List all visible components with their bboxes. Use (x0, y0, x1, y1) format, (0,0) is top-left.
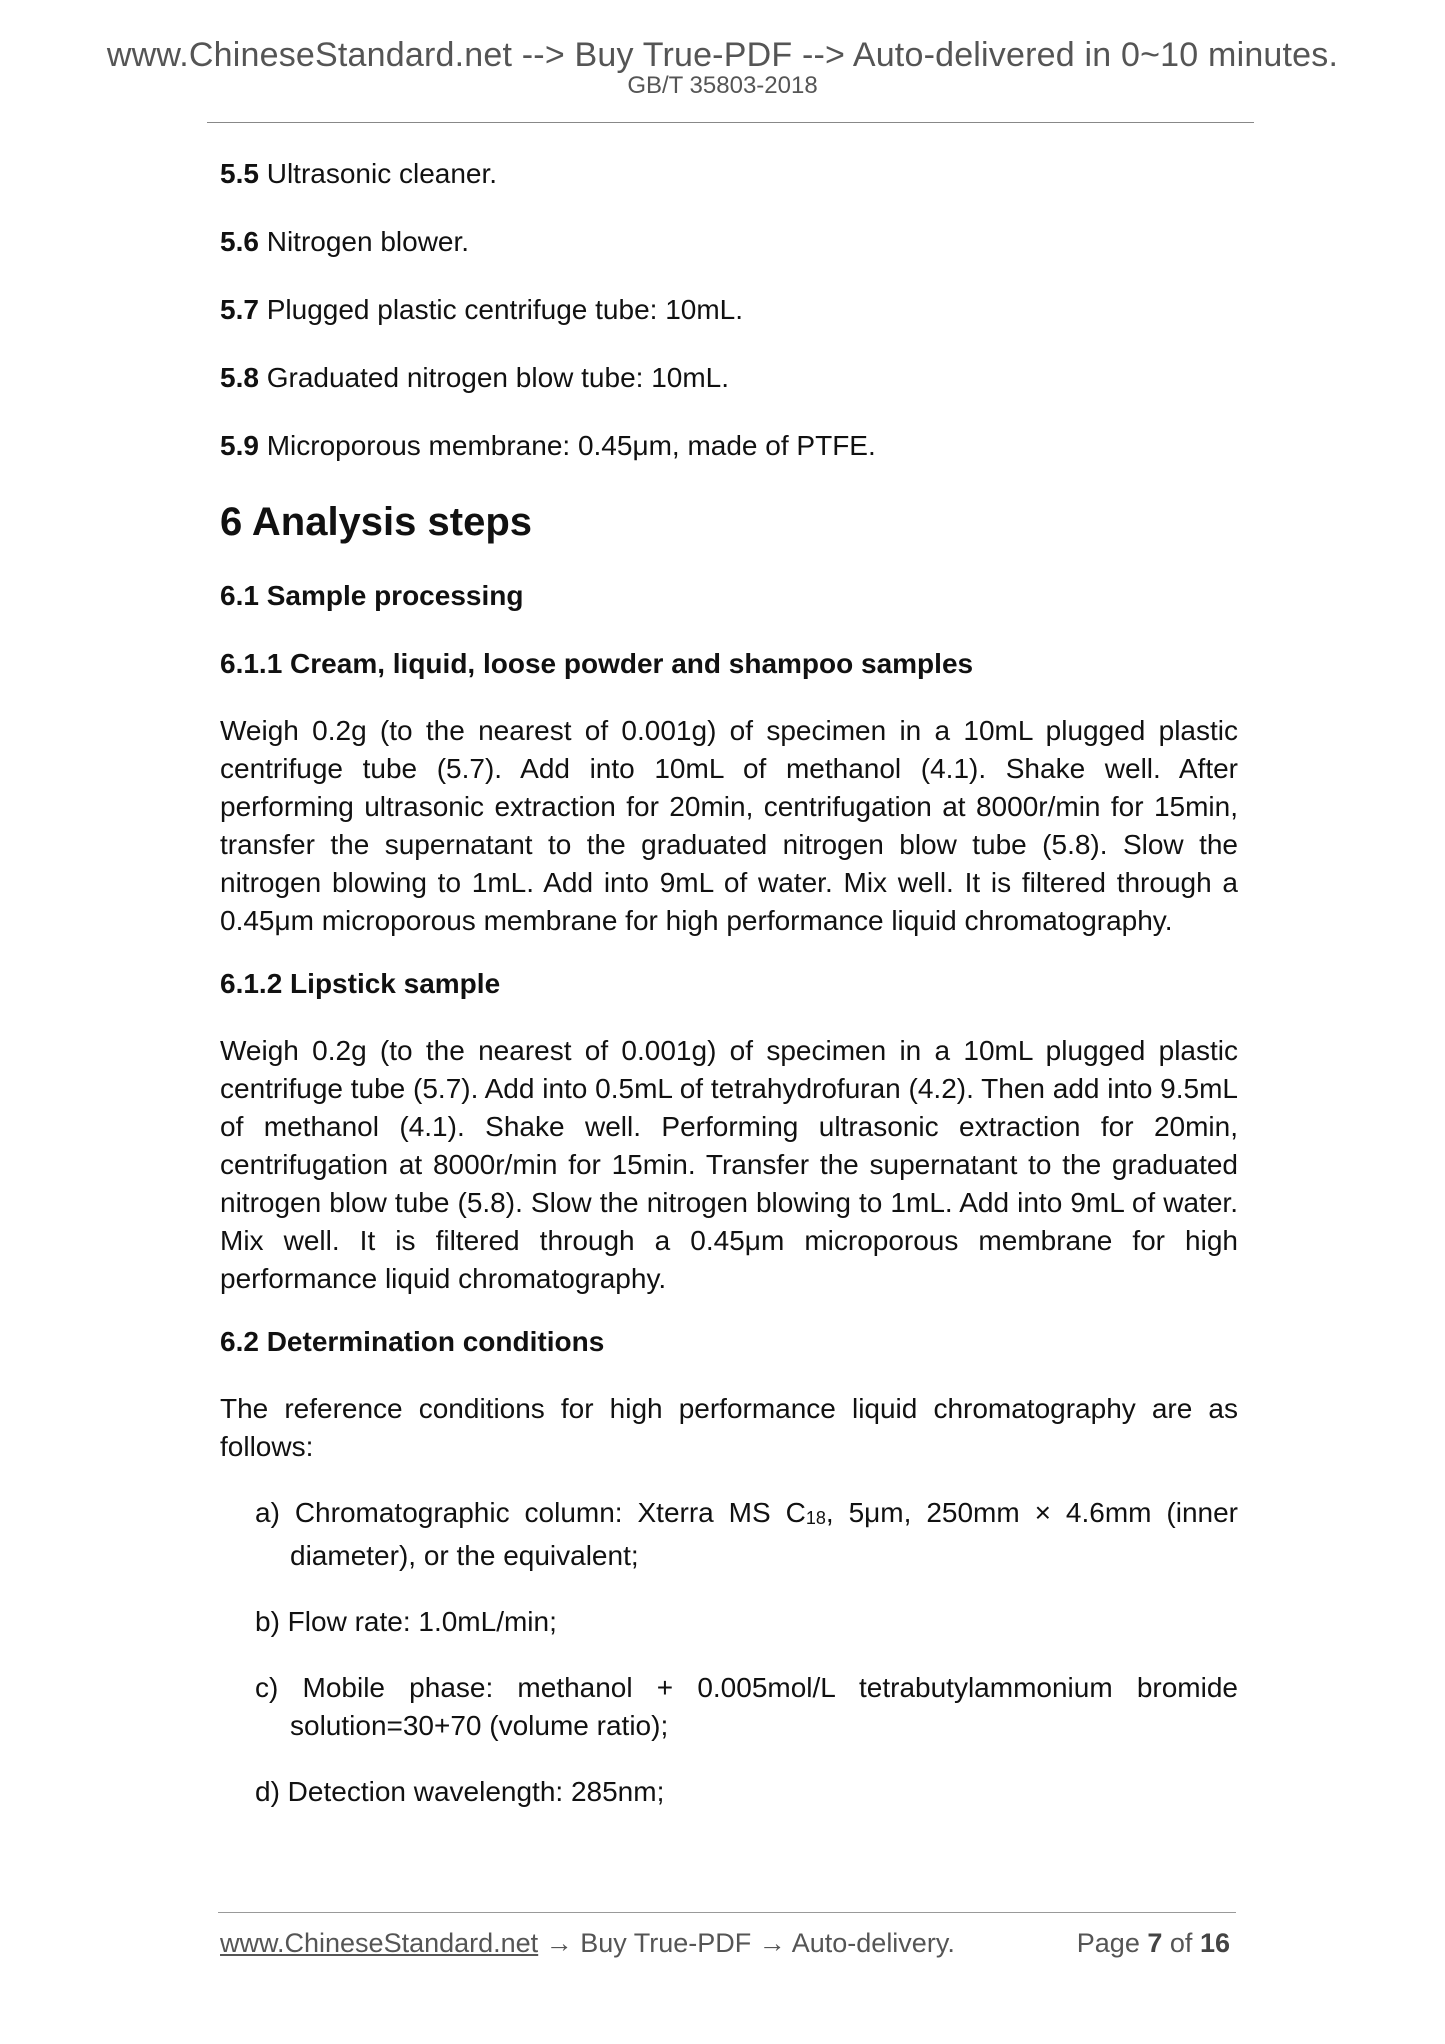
item-5-7: 5.7 Plugged plastic centrifuge tube: 10mL. (220, 294, 744, 325)
footer (220, 1928, 1238, 1959)
item-5-6: 5.6 Nitrogen blower. (220, 226, 470, 257)
condition-d: d) Detection wavelength: 285nm; (255, 1776, 665, 1807)
condition-c: c) Mobile phase: methanol + 0.005mol/L tetrabutylammonium bromide solution=30+70 (volume ratio); (255, 1672, 1238, 1741)
section-6-2-text: The reference conditions for high performance liquid chromatography are as follows: (220, 1393, 1238, 1462)
footer-link[interactable]: www.ChineseStandard.net (220, 1928, 539, 1958)
page-content (220, 150, 1238, 1811)
footer-divider (218, 1912, 1236, 1913)
item-5-5: 5.5 Ultrasonic cleaner. (220, 158, 498, 189)
section-6-1-heading: 6.1 Sample processing (220, 580, 524, 611)
header-divider (207, 122, 1254, 123)
condition-a: a) Chromatographic column: Xterra MS C18, 5μm, 250mm × 4.6mm (inner diameter), or the equivalent; (255, 1497, 1238, 1571)
section-6-1-2-text: Weigh 0.2g (to the nearest of 0.001g) of specimen in a 10mL plugged plastic centrifuge tube (5.7). Add into 0.5mL of tetrahydrofuran (4.2). Then add into 9.5mL of methanol (4.1). Shake well. Performing ultrasonic extraction for 20min, centrifugation at 8000r/min for 15min. Transfer the supernatant to the graduated nitrogen blow tube (5.8). Slow the nitrogen blowing to 1mL. Add into 9mL of water. Mix well. It is filtered through a 0.45μm microporous membrane for high performance liquid chromatography. (220, 1035, 1238, 1294)
section-6-heading: 6 Analysis steps (220, 500, 533, 544)
section-6-1-2-heading: 6.1.2 Lipstick sample (220, 968, 501, 999)
page-indicator: Page 7 of 16 (1076, 1928, 1230, 1958)
item-5-8: 5.8 Graduated nitrogen blow tube: 10mL. (220, 362, 730, 393)
footer-text: → Buy True-PDF → Auto-delivery. (538, 1928, 955, 1958)
page-number: 7 (1147, 1928, 1163, 1958)
header-banner: www.ChineseStandard.net --> Buy True-PDF --> Auto-delivered in 0~10 minutes. (106, 36, 1339, 74)
section-6-1-1-text: Weigh 0.2g (to the nearest of 0.001g) of specimen in a 10mL plugged plastic centrifuge tube (5.7). Add into 10mL of methanol (4.1). Shake well. After performing ultrasonic extraction for 20min, centrifugation at 8000r/min for 15min, transfer the supernatant to the graduated nitrogen blow tube (5.8). Slow the nitrogen blowing to 1mL. Add into 9mL of water. Mix well. It is filtered through a 0.45μm microporous membrane for high performance liquid chromatography. (220, 715, 1238, 936)
item-5-9: 5.9 Microporous membrane: 0.45μm, made of PTFE. (220, 430, 876, 461)
section-6-1-1-heading: 6.1.1 Cream, liquid, loose powder and shampoo samples (220, 648, 974, 679)
condition-b: b) Flow rate: 1.0mL/min; (255, 1606, 557, 1637)
page-total: 16 (1199, 1928, 1230, 1958)
section-6-2-heading: 6.2 Determination conditions (220, 1326, 605, 1357)
document-id: GB/T 35803-2018 (627, 72, 818, 99)
